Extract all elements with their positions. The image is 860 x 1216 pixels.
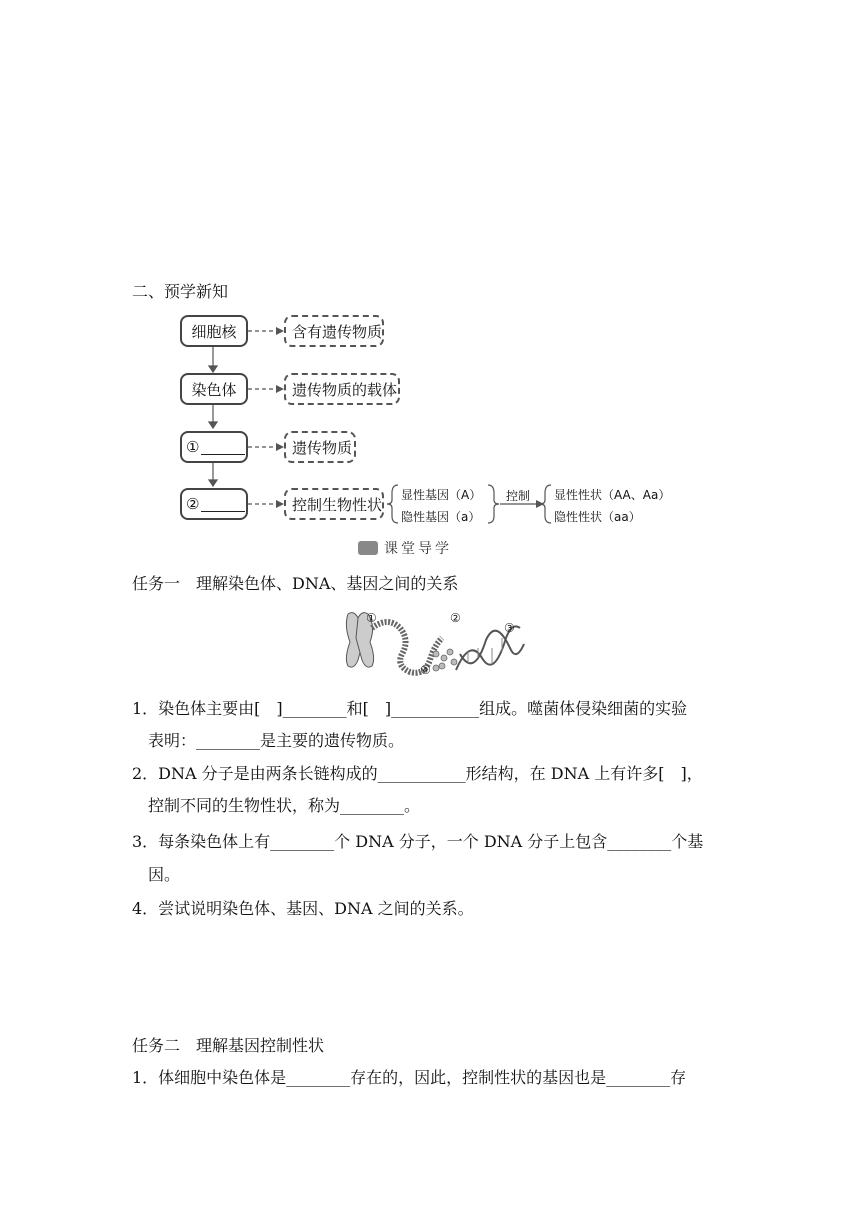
task2-title: 任务二 理解基因控制性状 xyxy=(132,1036,325,1055)
control-label: 控制 xyxy=(506,489,531,503)
dominant-gene: 显性基因（A） xyxy=(401,488,482,502)
figure-label-2: ② xyxy=(450,611,461,625)
figure-label-4: ④ xyxy=(420,663,431,677)
dominant-trait: 显性性状（AA、Aa） xyxy=(554,488,671,502)
recessive-gene: 隐性基因（a） xyxy=(401,510,481,524)
banner-text: 课堂导学 xyxy=(384,541,452,557)
figure-label-1: ① xyxy=(366,611,377,625)
blank-2-line xyxy=(201,497,245,512)
blank-2-number: ② xyxy=(186,495,200,513)
recessive-trait: 隐性性状（aa） xyxy=(554,510,641,524)
task1-q2-line1: 2．DNA 分子是由两条长链构成的___________形结构，在 DNA 上有许多[ ]， xyxy=(132,764,703,783)
task2-q1: 1．体细胞中染色体是________存在的，因此，控制性状的基因也是________存 xyxy=(132,1068,687,1087)
desc-blank-2: 控制生物性状 xyxy=(284,488,384,520)
section-banner xyxy=(358,538,472,558)
task1-title: 任务一 理解染色体、DNA、基因之间的关系 xyxy=(132,574,459,593)
diagram-connectors xyxy=(0,0,860,560)
task1-q2-line2: 控制不同的生物性状，称为________。 xyxy=(148,796,421,815)
task1-q1-line2: 表明：________是主要的遗传物质。 xyxy=(148,731,405,750)
section-title: 二、预学新知 xyxy=(132,282,229,301)
desc-chromosome: 遗传物质的载体 xyxy=(284,373,400,405)
task1-q4: 4．尝试说明染色体、基因、DNA 之间的关系。 xyxy=(132,899,474,918)
box-blank-1 xyxy=(180,431,248,463)
task1-q3-line1: 3．每条染色体上有________个 DNA 分子，一个 DNA 分子上包含________个基 xyxy=(132,832,704,851)
task1-q3-line2: 因。 xyxy=(148,865,181,884)
blank-1-line xyxy=(201,440,245,455)
box-blank-2 xyxy=(180,488,248,520)
desc-blank-1: 遗传物质 xyxy=(284,431,356,463)
banner-icon xyxy=(358,541,378,555)
box-chromosome: 染色体 xyxy=(180,373,248,405)
task1-q1-line1: 1．染色体主要由[ ]________和[ ]___________组成。噬菌体侵染细菌的实验 xyxy=(132,699,688,718)
figure-label-3: ③ xyxy=(504,621,515,635)
desc-nucleus: 含有遗传物质 xyxy=(284,315,384,347)
blank-1-number: ① xyxy=(186,438,200,456)
chromosome-dna-figure xyxy=(340,608,540,684)
box-nucleus: 细胞核 xyxy=(180,315,248,347)
